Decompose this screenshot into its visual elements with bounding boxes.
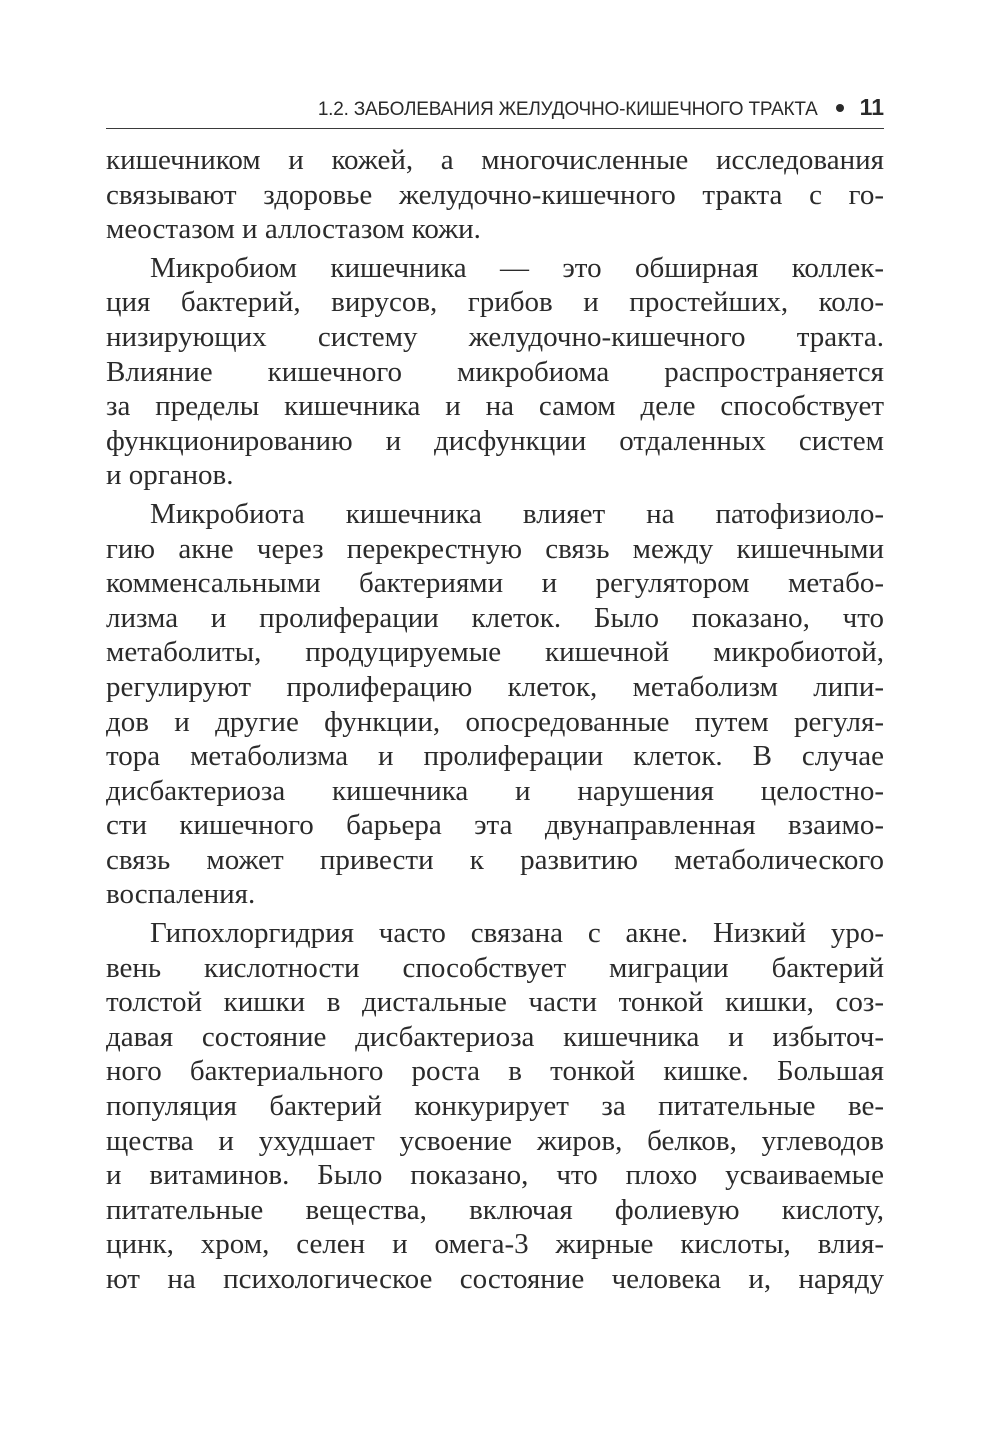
text-line: цинк, хром, селен и омега-3 жирные кислоты, влия- bbox=[106, 1228, 884, 1261]
text-line: вень кислотности способствует миграции бактерий bbox=[106, 951, 884, 984]
text-line: кишечником и кожей, а многочисленные исследования bbox=[106, 144, 884, 176]
text-line: питательные вещества, включая фолиевую кислоту, bbox=[106, 1193, 884, 1226]
text-line: связь может привести к развитию метаболического bbox=[106, 843, 884, 876]
text-line: регулируют пролиферацию клеток, метаболизм липи- bbox=[106, 670, 884, 703]
text-line: тора метаболизма и пролиферации клеток. В случае bbox=[106, 740, 884, 773]
paragraph-3 bbox=[106, 497, 884, 912]
text-line: Гипохлоргидрия часто связана с акне. Низкий уро- bbox=[150, 917, 884, 950]
text-line: гию акне через перекрестную связь между кишечными bbox=[106, 532, 884, 565]
text-line: комменсальными бактериями и регулятором метабо- bbox=[106, 567, 884, 600]
text-line: связывают здоровье желудочно-кишечного тракта с го- bbox=[106, 178, 884, 211]
paragraph-2 bbox=[106, 251, 884, 493]
text-line: за пределы кишечника и на самом деле способствует bbox=[106, 390, 884, 423]
text-line: Микробиом кишечника — это обширная коллек- bbox=[150, 251, 884, 284]
bullet-separator-icon bbox=[836, 104, 844, 112]
text-line: метаболиты, продуцируемые кишечной микробиотой, bbox=[106, 636, 884, 669]
text-line: низирующих систему желудочно-кишечного тракта. bbox=[106, 320, 884, 353]
text-line: щества и ухудшает усвоение жиров, белков, углеводов bbox=[106, 1124, 884, 1157]
text-line: ного бактериального роста в тонкой кишке. Большая bbox=[106, 1055, 884, 1088]
text-line: функционированию и дисфункции отдаленных систем bbox=[106, 424, 884, 457]
body-text bbox=[106, 143, 884, 1297]
text-line: лизма и пролиферации клеток. Было показано, что bbox=[106, 601, 884, 634]
text-line: меостазом и аллостазом кожи. bbox=[106, 213, 481, 246]
text-line: сти кишечного барьера эта двунаправленная взаимо- bbox=[106, 809, 884, 842]
text-line: ция бактерий, вирусов, грибов и простейших, коло- bbox=[106, 286, 884, 319]
section-title: 1.2. ЗАБОЛЕВАНИЯ ЖЕЛУДОЧНО-КИШЕЧНОГО ТРАКТА bbox=[317, 99, 818, 120]
text-line: Влияние кишечного микробиома распространяется bbox=[106, 355, 884, 388]
running-head bbox=[106, 92, 884, 129]
text-line: популяция бактерий конкурирует за питательные ве- bbox=[106, 1090, 884, 1123]
text-line: воспаления. bbox=[106, 878, 256, 911]
text-line: давая состояние дисбактериоза кишечника и избыточ- bbox=[106, 1020, 884, 1053]
text-line: и органов. bbox=[106, 459, 234, 492]
paragraph-1 bbox=[106, 143, 884, 247]
text-line: толстой кишки в дистальные части тонкой кишки, соз- bbox=[106, 986, 884, 1019]
text-line: дисбактериоза кишечника и нарушения целостно- bbox=[106, 774, 884, 807]
book-page bbox=[106, 92, 884, 1301]
text-line: и витаминов. Было показано, что плохо усваиваемые bbox=[106, 1159, 884, 1192]
text-line: Микробиота кишечника влияет на патофизиоло- bbox=[150, 497, 884, 530]
page-number: 11 bbox=[859, 94, 884, 120]
running-head-content bbox=[318, 94, 884, 121]
text-line: дов и другие функции, опосредованные путем регуля- bbox=[106, 705, 884, 738]
paragraph-4 bbox=[106, 916, 884, 1297]
text-line: ют на психологическое состояние человека и, наряду bbox=[106, 1263, 884, 1295]
